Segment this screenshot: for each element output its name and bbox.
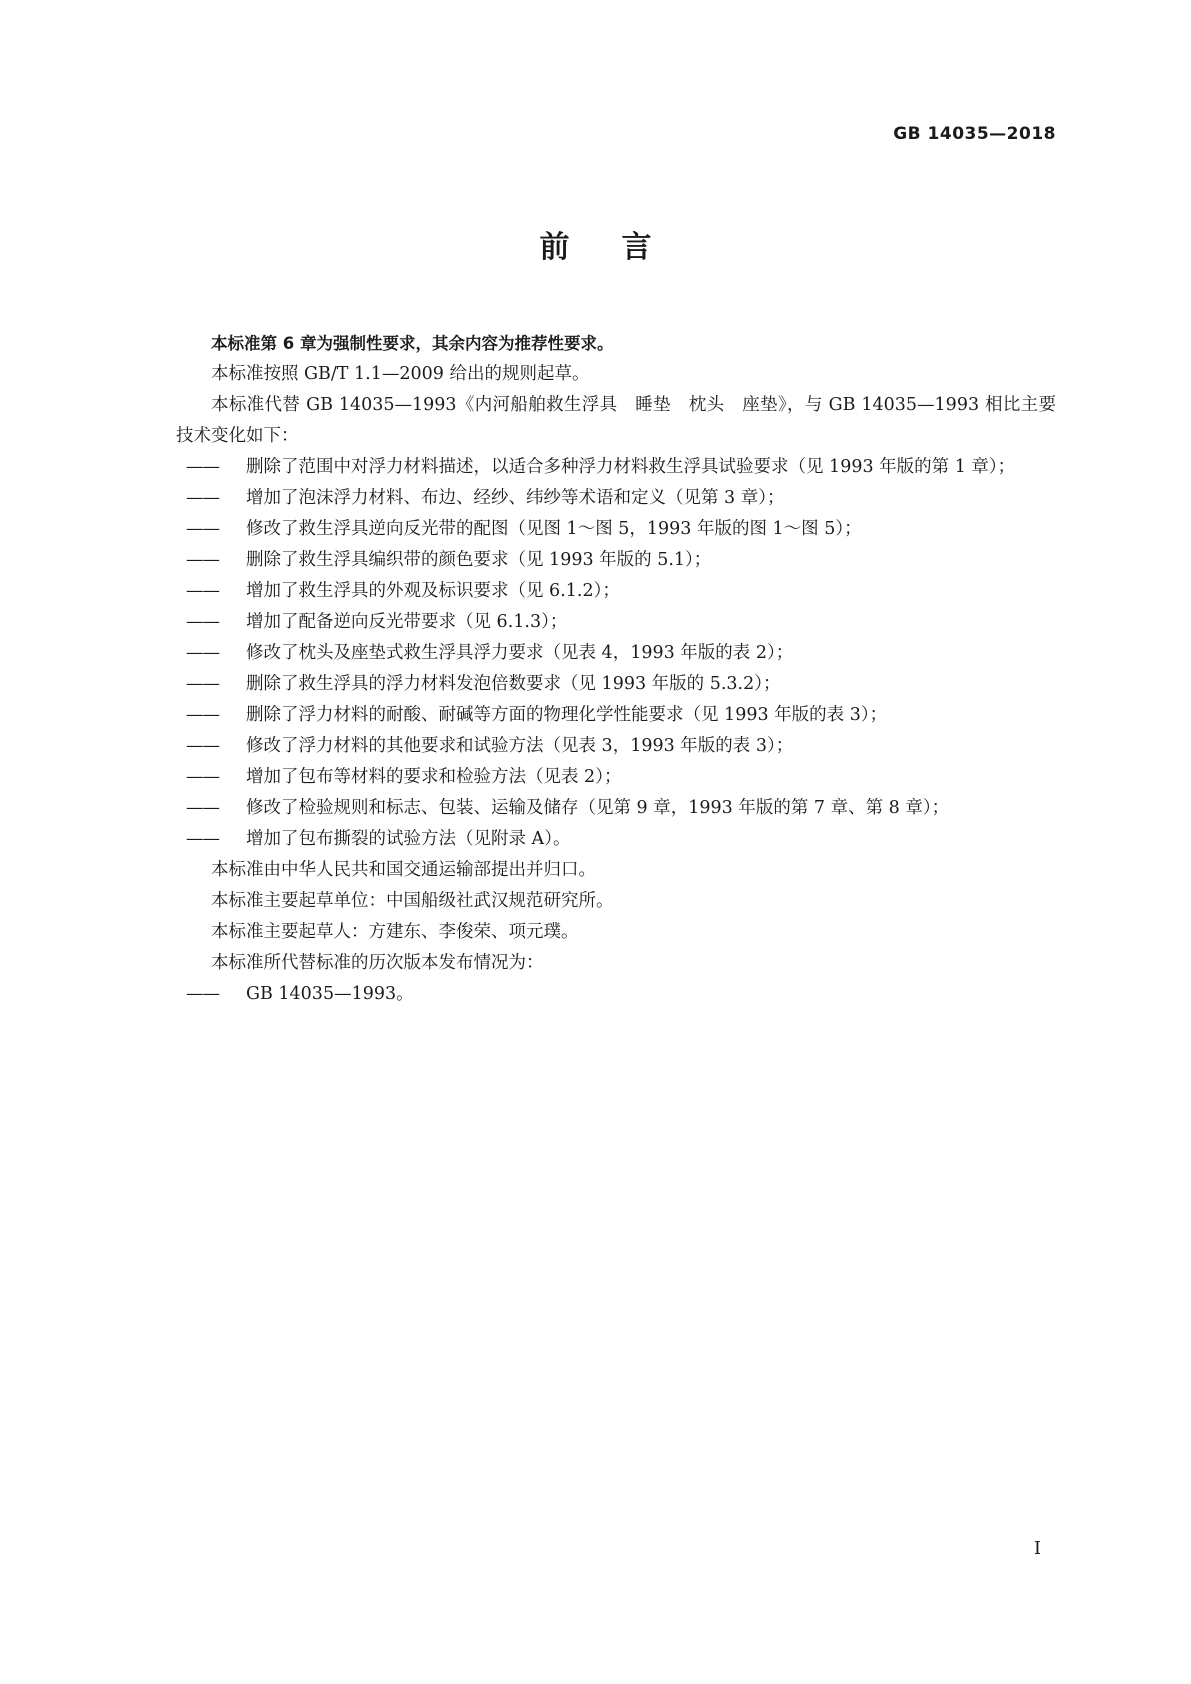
list-item-text: 修改了浮力材料的其他要求和试验方法（见表 3，1993 年版的表 3）； (246, 736, 794, 756)
document-body (176, 328, 1056, 1010)
version-history-statement: 本标准所代替标准的历次版本发布情况为： (211, 953, 544, 973)
list-item (176, 793, 1056, 824)
list-item (176, 576, 1056, 607)
list-item-text: 增加了包布撕裂的试验方法（见附录 A）。 (246, 829, 571, 849)
list-dash: —— (186, 550, 219, 570)
list-item (176, 638, 1056, 669)
list-dash: —— (186, 705, 219, 725)
list-dash: —— (186, 736, 219, 756)
list-item (176, 700, 1056, 731)
list-dash: —— (186, 643, 219, 663)
list-item-text: 删除了浮力材料的耐酸、耐碱等方面的物理化学性能要求（见 1993 年版的表 3）； (246, 705, 888, 725)
list-dash: —— (186, 457, 219, 477)
list-item (176, 824, 1056, 855)
version-history-list (176, 979, 1056, 1010)
list-dash: —— (186, 829, 219, 849)
list-dash: —— (186, 984, 219, 1004)
list-item-text: GB 14035—1993。 (246, 984, 414, 1004)
list-item-text: 增加了配备逆向反光带要求（见 6.1.3）； (246, 612, 568, 632)
list-item (176, 514, 1056, 545)
list-item (176, 483, 1056, 514)
proposing-body-statement: 本标准由中华人民共和国交通运输部提出并归口。 (211, 860, 596, 880)
standard-number: GB 14035—2018 (893, 124, 1056, 144)
mandatory-requirement-statement: 本标准第 6 章为强制性要求，其余内容为推荐性要求。 (211, 334, 614, 353)
list-item-text: 增加了泡沫浮力材料、布边、经纱、纬纱等术语和定义（见第 3 章）； (246, 488, 785, 508)
list-item (176, 669, 1056, 700)
list-item-text: 修改了枕头及座垫式救生浮具浮力要求（见表 4，1993 年版的表 2）； (246, 643, 794, 663)
list-dash: —— (186, 612, 219, 632)
list-dash: —— (186, 519, 219, 539)
list-item (176, 731, 1056, 762)
list-item-text: 修改了检验规则和标志、包装、运输及储存（见第 9 章，1993 年版的第 7 章、第 8 章）； (246, 798, 950, 818)
list-item-text: 修改了救生浮具逆向反光带的配图（见图 1～图 5，1993 年版的图 1～图 5）； (246, 519, 862, 539)
list-item (176, 979, 1056, 1010)
list-dash: —— (186, 674, 219, 694)
list-item-text: 删除了救生浮具的浮力材料发泡倍数要求（见 1993 年版的 5.3.2）； (246, 674, 781, 694)
drafters-statement: 本标准主要起草人：方建东、李俊荣、项元璞。 (211, 922, 579, 942)
list-item (176, 762, 1056, 793)
page-number: I (1033, 1538, 1041, 1559)
list-item-text: 删除了救生浮具编织带的颜色要求（见 1993 年版的 5.1）； (246, 550, 712, 570)
list-item (176, 607, 1056, 638)
list-dash: —— (186, 767, 219, 787)
list-item-text: 增加了包布等材料的要求和检验方法（见表 2）； (246, 767, 622, 787)
list-dash: —— (186, 798, 219, 818)
technical-changes-list (176, 452, 1056, 855)
page-title: 前言 (539, 230, 704, 265)
drafting-rules-statement: 本标准按照 GB/T 1.1—2009 给出的规则起草。 (211, 364, 590, 384)
list-item (176, 452, 1056, 483)
list-item-text: 增加了救生浮具的外观及标识要求（见 6.1.2）； (246, 581, 620, 601)
list-dash: —— (186, 581, 219, 601)
replacement-statement: 本标准代替 GB 14035—1993《内河船舶救生浮具 睡垫 枕头 座垫》，与 GB 14035—1993 相比主要技术变化如下： (176, 395, 1056, 446)
list-dash: —— (186, 488, 219, 508)
drafting-organization-statement: 本标准主要起草单位：中国船级社武汉规范研究所。 (211, 891, 614, 911)
list-item-text: 删除了范围中对浮力材料描述，以适合多种浮力材料救生浮具试验要求（见 1993 年版的第 1 章）； (246, 457, 1016, 477)
list-item (176, 545, 1056, 576)
